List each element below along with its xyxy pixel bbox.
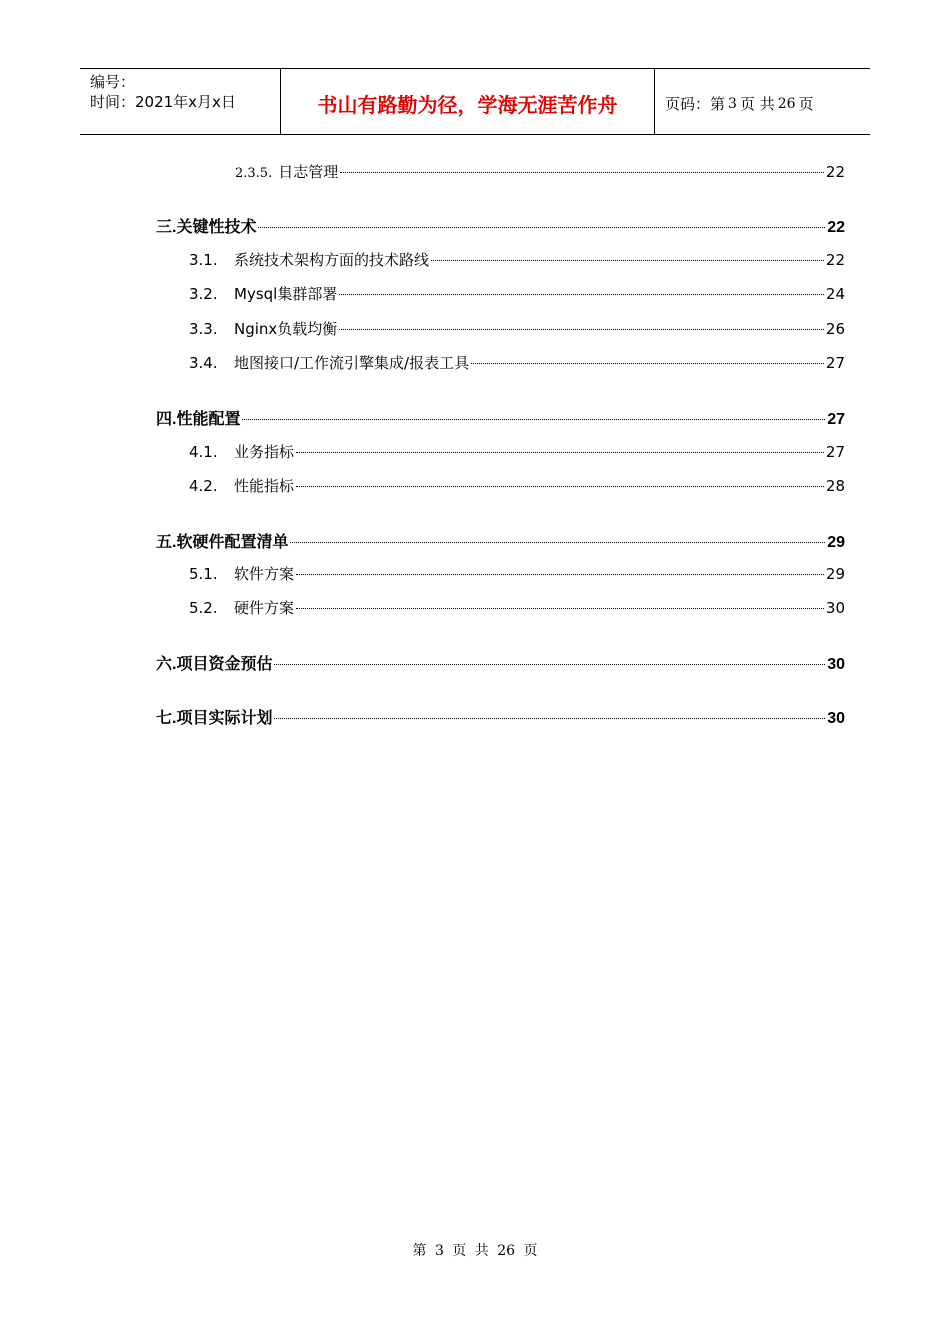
toc-dot-leader (296, 452, 824, 453)
doc-number-label: 编号： (90, 73, 136, 91)
toc-entry-title: 软件方案 (234, 565, 295, 583)
header-motto: 书山有路勤为径，学海无涯苦作舟 (281, 69, 655, 134)
toc-dot-leader (242, 419, 825, 420)
toc-entry-page: 29 (827, 534, 845, 551)
toc-entry[interactable] (156, 406, 845, 429)
toc-entry[interactable] (189, 441, 845, 462)
toc-entry-page: 24 (825, 285, 845, 303)
toc-dot-leader (431, 260, 824, 261)
toc-entry-number: 5.1. (189, 565, 218, 583)
toc-entry-number: 3.2. (189, 285, 218, 303)
toc-entry-number: 3.1. (189, 251, 218, 269)
toc-entry-page: 30 (827, 656, 845, 673)
page-mid: 页 共 (739, 95, 775, 113)
page-current: 3 (728, 95, 737, 112)
toc-entry-title: 硬件方案 (234, 599, 295, 617)
toc-entry-title: 系统技术架构方面的技术路线 (234, 251, 430, 269)
toc-dot-leader (274, 664, 825, 665)
toc-dot-leader (296, 574, 824, 575)
toc-entry[interactable] (156, 651, 845, 674)
toc-entry-title: 四.性能配置 (156, 411, 241, 428)
toc-entry-number: 4.1. (189, 443, 218, 461)
page-suffix: 页 (798, 95, 814, 113)
toc-entry-title: Nginx负载均衡 (234, 320, 338, 338)
toc-dot-leader (290, 542, 825, 543)
toc-entry-page: 30 (825, 599, 845, 617)
toc-entry-title: 七.项目实际计划 (156, 710, 273, 727)
toc-entry[interactable] (156, 705, 845, 728)
toc-entry[interactable] (189, 318, 845, 339)
toc-entry[interactable] (189, 563, 845, 584)
toc-entry-page: 28 (825, 477, 845, 495)
toc-entry-title: 地图接口/工作流引擎集成/报表工具 (234, 354, 470, 372)
header-page-info (655, 69, 870, 134)
toc-entry-title: 三.关键性技术 (156, 219, 257, 236)
toc-dot-leader (258, 227, 825, 228)
toc-entry-title: Mysql集群部署 (234, 285, 338, 303)
toc-entry-page: 27 (825, 354, 845, 372)
toc-entry-number: 3.4. (189, 354, 218, 372)
toc-entry[interactable] (189, 283, 845, 304)
toc-dot-leader (296, 486, 824, 487)
toc-entry-page: 30 (827, 710, 845, 727)
toc-entry[interactable] (235, 161, 845, 182)
page-prefix: 页码：第 (665, 95, 726, 113)
toc-entry-page: 27 (827, 411, 845, 428)
toc-entry-number: 2.3.5. (235, 166, 273, 181)
toc-entry-number: 4.2. (189, 477, 218, 495)
toc-entry-number: 3.3. (189, 320, 218, 338)
toc-dot-leader (340, 172, 824, 173)
toc-entry-title: 六.项目资金预估 (156, 656, 273, 673)
toc-entry[interactable] (189, 597, 845, 618)
toc-entry-title: 日志管理 (278, 163, 339, 181)
page-footer: 第 3 页 共 26 页 (412, 1243, 538, 1259)
toc-entry-number: 5.2. (189, 599, 218, 617)
toc-dot-leader (339, 294, 824, 295)
toc-entry-title: 五.软硬件配置清单 (156, 534, 289, 551)
toc-entry-title: 业务指标 (234, 443, 295, 461)
toc-entry[interactable] (189, 352, 845, 373)
page-header (80, 68, 870, 135)
header-meta (80, 69, 281, 134)
toc-entry[interactable] (156, 529, 845, 552)
toc-entry-title: 性能指标 (234, 477, 295, 495)
toc-entry-page: 22 (825, 251, 845, 269)
toc-entry[interactable] (189, 475, 845, 496)
toc-entry-page: 29 (825, 565, 845, 583)
toc-dot-leader (296, 608, 824, 609)
toc-entry-page: 22 (825, 163, 845, 181)
toc-entry-page: 27 (825, 443, 845, 461)
date-label: 时间：2021年x月x日 (90, 93, 236, 111)
page-total: 26 (777, 95, 796, 112)
toc-dot-leader (471, 363, 824, 364)
toc-dot-leader (339, 329, 824, 330)
toc-dot-leader (274, 718, 825, 719)
toc-entry-page: 22 (827, 219, 845, 236)
toc-entry[interactable] (189, 249, 845, 270)
toc-entry-page: 26 (825, 320, 845, 338)
toc-entry[interactable] (156, 214, 845, 237)
